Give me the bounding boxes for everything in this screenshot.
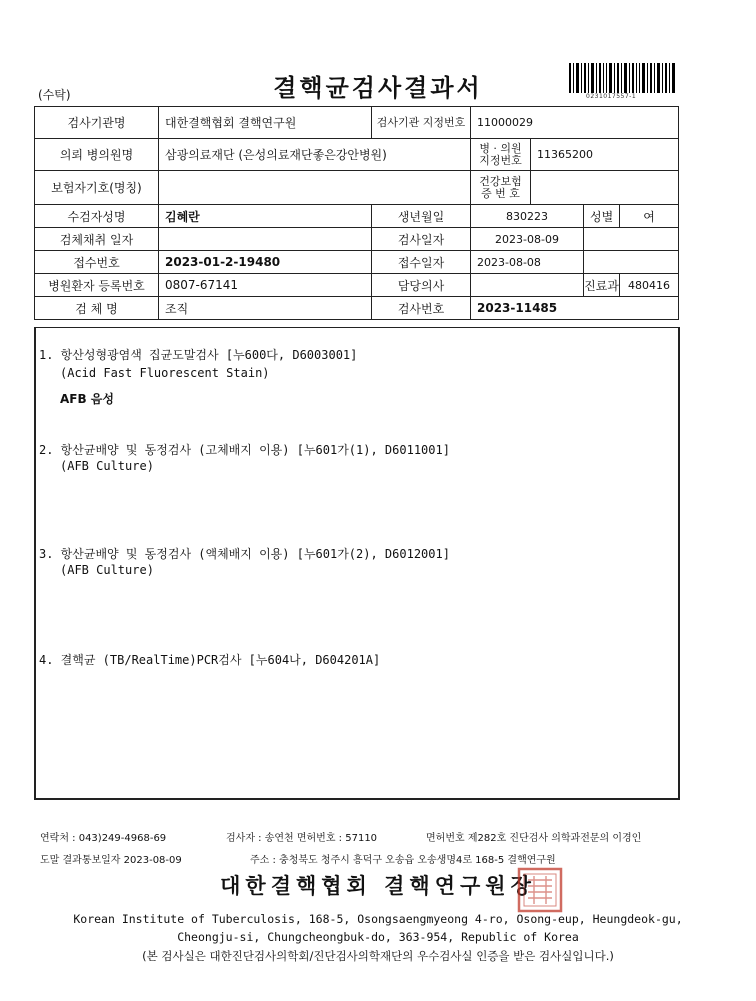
institute-name: 대한결핵협회 결핵연구원장 xyxy=(220,873,536,898)
dob-label: 생년월일 xyxy=(372,205,471,228)
doctor-value xyxy=(471,274,584,297)
consignment-mark: (수탁) xyxy=(38,88,71,102)
receipt-date-value: 2023-08-08 xyxy=(471,251,584,274)
hospital-value: 삼광의료재단 (은성의료재단좋은강안병원) xyxy=(159,139,471,171)
result-item-title: 1. 항산성형광염색 집균도말검사 [누600다, D6003001] xyxy=(39,348,358,362)
institution-value: 대한결핵협회 결핵연구원 xyxy=(159,107,372,139)
department-label: 진료과 xyxy=(584,274,620,297)
contact-number: 연락처 : 043)249-4968-69 xyxy=(40,833,167,844)
designation-value: 11000029 xyxy=(471,107,679,139)
designation-label: 검사기관 지정번호 xyxy=(372,107,471,139)
receipt-no-value: 2023-01-2-19480 xyxy=(159,251,372,274)
registration-no-label: 병원환자 등록번호 xyxy=(35,274,159,297)
test-date-label: 검사일자 xyxy=(372,228,471,251)
accreditation-note: (본 검사실은 대한진단검사의학회/진단검사의학재단의 우수검사실 인증을 받은 검사실입니다.) xyxy=(142,949,614,963)
patient-info-table xyxy=(34,106,679,320)
official-seal-stamp xyxy=(516,866,564,914)
test-no-label: 검사번호 xyxy=(372,297,471,320)
barcode xyxy=(568,63,678,93)
document-title: 결핵균검사결과서 xyxy=(273,74,483,102)
clinic-no-label: 병 · 의원 지정번호 xyxy=(471,139,531,171)
result-item-title: 2. 항산균배양 및 동정검사 (고체배지 이용) [누601가(1), D6011001] xyxy=(39,443,450,457)
clinic-no-value: 11365200 xyxy=(531,139,679,171)
dob-value: 830223 xyxy=(471,205,584,228)
result-item-subtitle: (AFB Culture) xyxy=(60,459,154,473)
result-item-subtitle: (Acid Fast Fluorescent Stain) xyxy=(60,366,270,380)
barcode-number: 0231017557-1 xyxy=(586,93,637,100)
collection-date-value xyxy=(159,228,372,251)
health-insurance-label: 건강보험 증 번 호 xyxy=(471,171,531,205)
physician-license: 면허번호 제282호 진단검사 의학과전문의 이경인 xyxy=(426,833,642,844)
doctor-label: 담당의사 xyxy=(372,274,471,297)
examiner-info: 검사자 : 송연천 면허번호 : 57110 xyxy=(226,833,378,844)
report-date: 도말 결과통보일자 2023-08-09 xyxy=(40,855,182,866)
collection-date-label: 검체채취 일자 xyxy=(35,228,159,251)
receipt-date-label: 접수일자 xyxy=(372,251,471,274)
test-date-value: 2023-08-09 xyxy=(471,228,584,251)
department-value: 480416 xyxy=(620,274,679,297)
patient-name-value: 김혜란 xyxy=(159,205,372,228)
institute-address: 주소 : 충청북도 청주시 흥덕구 오송읍 오송생명4로 168-5 결핵연구원 xyxy=(250,855,556,866)
result-item-title: 4. 결핵균 (TB/RealTime)PCR검사 [누604나, D604201A] xyxy=(39,653,381,667)
results-section xyxy=(34,327,680,800)
result-item-result: AFB 음성 xyxy=(60,392,114,406)
specimen-value: 조직 xyxy=(159,297,372,320)
patient-name-label: 수검자성명 xyxy=(35,205,159,228)
english-address-line2: Cheongju-si, Chungcheongbuk-do, 363-954, Republic of Korea xyxy=(177,930,579,944)
sex-label: 성별 xyxy=(584,205,620,228)
english-address-line1: Korean Institute of Tuberculosis, 168-5, Osongsaengmyeong 4-ro, Osong-eup, Heungdeok-gu, xyxy=(73,912,683,926)
insurance-value xyxy=(159,171,471,205)
hospital-label: 의뢰 병의원명 xyxy=(35,139,159,171)
result-item-title: 3. 항산균배양 및 동정검사 (액체배지 이용) [누601가(2), D6012001] xyxy=(39,547,450,561)
sex-value: 여 xyxy=(620,205,679,228)
receipt-no-label: 접수번호 xyxy=(35,251,159,274)
institution-label: 검사기관명 xyxy=(35,107,159,139)
test-no-value: 2023-11485 xyxy=(471,297,679,320)
result-item-subtitle: (AFB Culture) xyxy=(60,563,154,577)
insurance-label: 보험자기호(명칭) xyxy=(35,171,159,205)
specimen-label: 검 체 명 xyxy=(35,297,159,320)
health-insurance-value xyxy=(531,171,679,205)
registration-no-value: 0807-67141 xyxy=(159,274,372,297)
